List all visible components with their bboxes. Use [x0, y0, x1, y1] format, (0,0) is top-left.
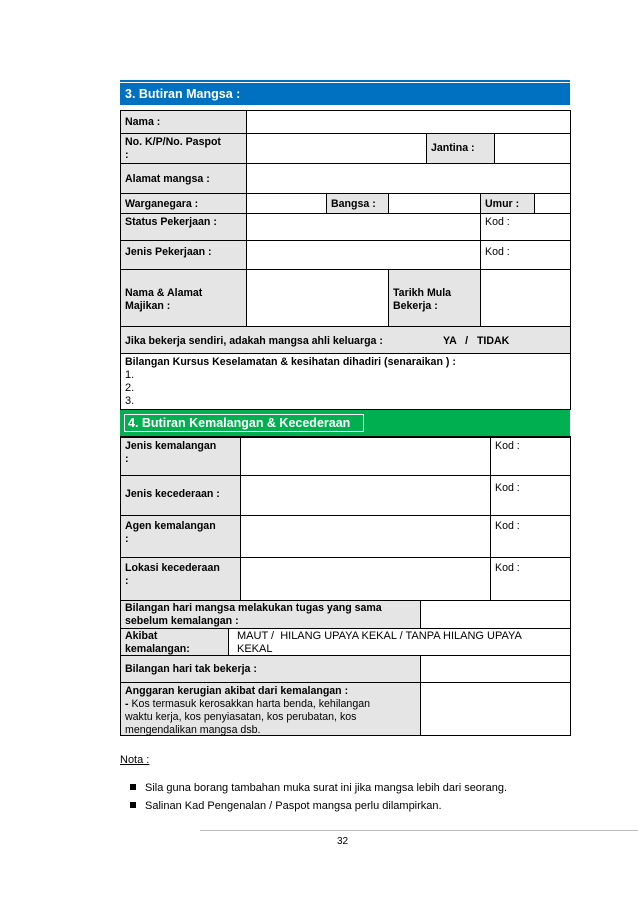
nama-field[interactable]: [246, 110, 570, 133]
akibat-options-line1: MAUT / HILANG UPAYA KEKAL / TANPA HILANG UPAYA: [237, 630, 522, 642]
status-pekerjaan-label: Status Pekerjaan :: [120, 213, 246, 240]
akibat-label: [120, 628, 228, 655]
alamat-label: Alamat mangsa :: [120, 163, 246, 193]
status-pekerjaan-field[interactable]: [246, 213, 480, 240]
majikan-label-line2: Majikan :: [125, 300, 171, 312]
jenis-pekerjaan-field[interactable]: [246, 240, 480, 269]
jantina-field[interactable]: [494, 133, 570, 163]
agen-kemalangan-label-line2: :: [125, 533, 129, 545]
bangsa-label: Bangsa :: [326, 193, 388, 213]
nota-item-2: [130, 800, 442, 812]
agen-kemalangan-field[interactable]: [240, 515, 490, 557]
tarikh-mula-label: [388, 269, 480, 326]
agen-kemalangan-kod[interactable]: Kod :: [490, 515, 570, 557]
umur-field[interactable]: [534, 193, 570, 213]
alamat-field[interactable]: [246, 163, 570, 193]
lokasi-kecederaan-label: [120, 557, 240, 600]
umur-label: Umur :: [480, 193, 534, 213]
bekerja-sendiri-question: Jika bekerja sendiri, adakah mangsa ahli keluarga :: [125, 335, 383, 347]
warganegara-field[interactable]: [246, 193, 326, 213]
anggaran-desc-line3: mengendalikan mangsa dsb.: [125, 724, 261, 736]
anggaran-kerugian-field[interactable]: [420, 682, 570, 735]
majikan-label-line1: Nama & Alamat: [125, 287, 203, 299]
anggaran-dash: -: [125, 698, 132, 710]
jenis-pekerjaan-label: Jenis Pekerjaan :: [120, 240, 246, 269]
jenis-kecederaan-label: Jenis kecederaan :: [120, 475, 240, 515]
section3-header: [120, 83, 570, 105]
lokasi-kecederaan-label-line2: :: [125, 575, 129, 587]
kursus-label: Bilangan Kursus Keselamatan & kesihatan dihadiri (senaraikan ) :: [125, 356, 456, 368]
footer-rule: [200, 830, 638, 831]
lokasi-kecederaan-field[interactable]: [240, 557, 490, 600]
anggaran-kerugian-label: [120, 682, 420, 735]
nota-item-2-text: Salinan Kad Pengenalan / Paspot mangsa perlu dilampirkan.: [145, 800, 442, 812]
hari-tugas-label-line1: Bilangan hari mangsa melakukan tugas yang sama: [125, 602, 382, 614]
bekerja-sendiri-row: [120, 326, 570, 353]
section4-header: [120, 410, 570, 436]
jenis-kecederaan-field[interactable]: [240, 475, 490, 515]
status-pekerjaan-kod[interactable]: Kod :: [480, 213, 570, 240]
bullet-square-icon: [130, 784, 136, 790]
kp-label-line1: No. K/P/No. Paspot: [125, 136, 221, 148]
lokasi-kecederaan-kod[interactable]: Kod :: [490, 557, 570, 600]
lokasi-kecederaan-label-line1: Lokasi kecederaan: [125, 562, 220, 574]
nama-label: Nama :: [120, 110, 246, 133]
ya-tidak-choice[interactable]: YA / TIDAK: [443, 335, 510, 347]
bangsa-field[interactable]: [388, 193, 480, 213]
jenis-kemalangan-field[interactable]: [240, 437, 490, 475]
hari-tugas-label: [120, 600, 420, 628]
anggaran-kerugian-title: Anggaran kerugian akibat dari kemalangan :: [125, 685, 349, 697]
jenis-kecederaan-kod[interactable]: Kod :: [490, 475, 570, 515]
hari-tak-bekerja-field[interactable]: [420, 655, 570, 682]
majikan-label: [120, 269, 246, 326]
jenis-kemalangan-label-line2: :: [125, 453, 129, 465]
anggaran-desc-line1: Kos termasuk kerosakkan harta benda, kehilangan: [131, 698, 370, 710]
jantina-label: Jantina :: [426, 133, 494, 163]
hari-tugas-field[interactable]: [420, 600, 570, 628]
agen-kemalangan-label: [120, 515, 240, 557]
jenis-kemalangan-kod[interactable]: Kod :: [490, 437, 570, 475]
kp-label: [120, 133, 246, 163]
hari-tak-bekerja-label: Bilangan hari tak bekerja :: [120, 655, 420, 682]
warganegara-label: Warganegara :: [120, 193, 246, 213]
kursus-item-1[interactable]: 1.: [125, 369, 135, 381]
section3-top-rule: [120, 80, 570, 82]
nota-item-1-text: Sila guna borang tambahan muka surat ini jika mangsa lebih dari seorang.: [145, 782, 507, 794]
page-number: 32: [336, 836, 349, 847]
nota-item-1: [130, 782, 507, 794]
kp-label-line2: :: [125, 149, 129, 161]
tarikh-mula-label-line2: Bekerja :: [393, 300, 438, 312]
nota-title: Nota :: [120, 754, 150, 766]
section3-title: 3. Butiran Mangsa :: [125, 87, 241, 101]
kursus-row: [120, 353, 570, 409]
kursus-item-2[interactable]: 2.: [125, 382, 135, 394]
kursus-item-3[interactable]: 3.: [125, 395, 135, 407]
jenis-kemalangan-label-line1: Jenis kemalangan: [125, 440, 217, 452]
kp-field[interactable]: [246, 133, 426, 163]
hari-tugas-label-line2: sebelum kemalangan :: [125, 615, 239, 627]
akibat-label-line2: kemalangan:: [125, 643, 190, 655]
akibat-options[interactable]: [228, 628, 570, 655]
agen-kemalangan-label-line1: Agen kemalangan: [125, 520, 216, 532]
tarikh-mula-label-line1: Tarikh Mula: [393, 287, 452, 299]
section4-title-box: [124, 414, 364, 432]
akibat-options-line2: KEKAL: [237, 643, 273, 655]
bullet-square-icon: [130, 802, 136, 808]
jenis-kemalangan-label: [120, 437, 240, 475]
anggaran-desc-line2: waktu kerja, kos penyiasatan, kos perubatan, kos: [125, 711, 357, 723]
akibat-label-line1: Akibat: [125, 630, 158, 642]
majikan-field[interactable]: [246, 269, 388, 326]
jenis-pekerjaan-kod[interactable]: Kod :: [480, 240, 570, 269]
section4-title: 4. Butiran Kemalangan & Kecederaan: [128, 416, 351, 430]
tarikh-mula-field[interactable]: [480, 269, 570, 326]
